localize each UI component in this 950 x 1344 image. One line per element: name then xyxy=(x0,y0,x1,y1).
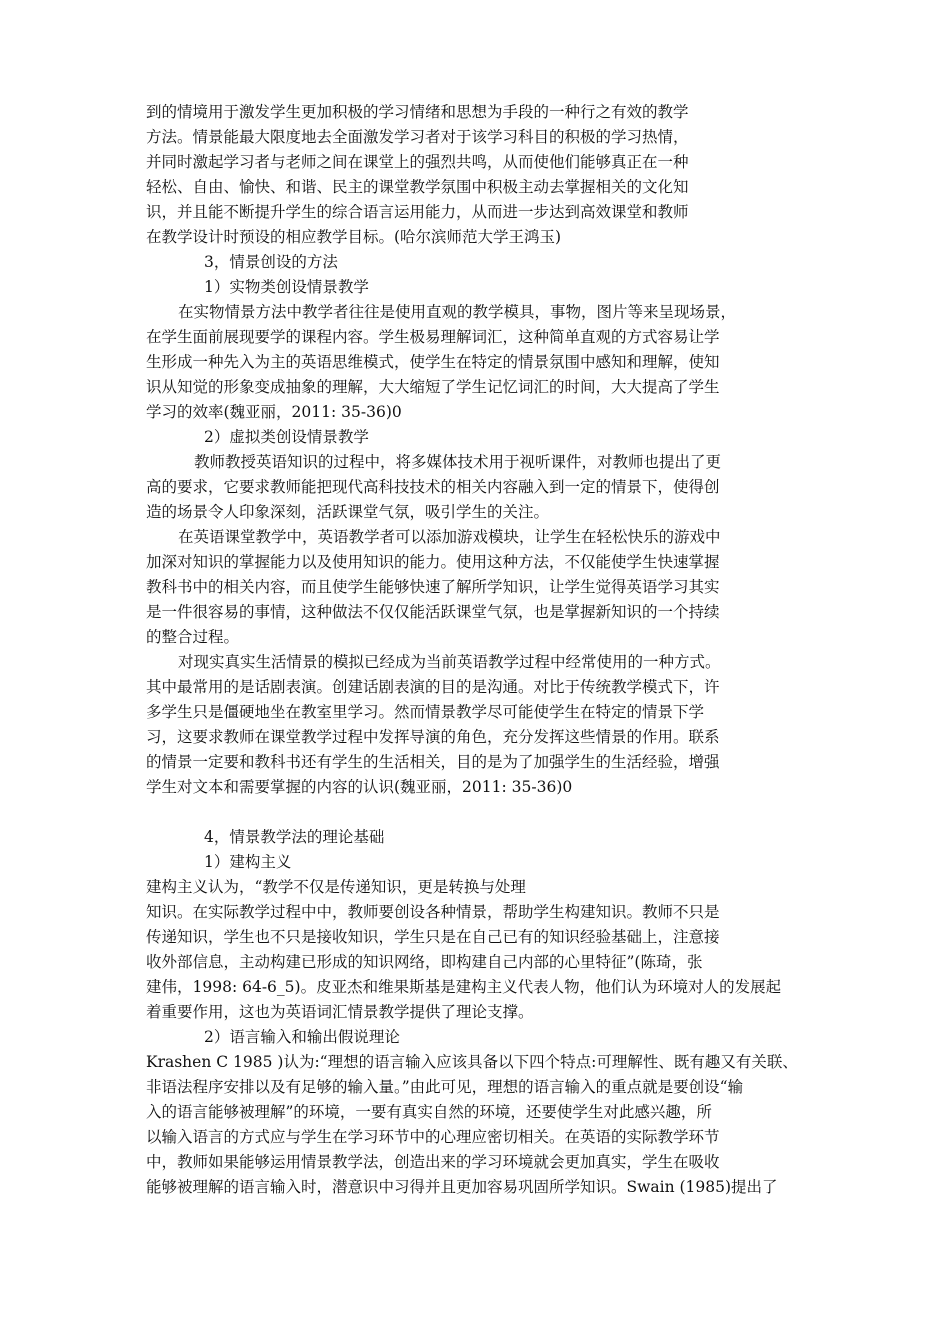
text-line: 其中最常用的是话剧表演。创建话剧表演的目的是沟通。对比于传统教学模式下，许 xyxy=(146,678,720,696)
text-line: 的整合过程。 xyxy=(146,628,240,646)
text-line: 在英语课堂教学中，英语教学者可以添加游戏模块，让学生在轻松快乐的游戏中 xyxy=(178,528,721,546)
text-line: 入的语言能够被理解”的环境，一要有真实自然的环境，还要使学生对此感兴趣，所 xyxy=(146,1103,712,1121)
text-line: 识从知觉的形象变成抽象的理解，大大缩短了学生记忆词汇的时间，大大提高了学生 xyxy=(146,378,720,396)
text-line: 造的场景令人印象深刻，活跃课堂气氛，吸引学生的关注。 xyxy=(146,503,550,521)
text-line: 在教学设计时预设的相应教学目标。(哈尔滨师范大学王鸿玉) xyxy=(146,228,562,246)
text-line: 在学生面前展现要学的课程内容。学生极易理解词汇，这种简单直观的方式容易让学 xyxy=(146,328,720,346)
text-line: 学习的效率(魏亚丽，2011: 35-36)0 xyxy=(146,403,402,421)
section-heading: 4，情景教学法的理论基础 xyxy=(204,828,385,846)
text-line: 加深对知识的掌握能力以及使用知识的能力。使用这种方法，不仅能使学生快速掌握 xyxy=(146,553,720,571)
text-line: 的情景一定要和教科书还有学生的生活相关，目的是为了加强学生的生活经验，增强 xyxy=(146,753,720,771)
subsection-heading: 1）实物类创设情景教学 xyxy=(204,278,369,296)
text-line: 对现实真实生活情景的模拟已经成为当前英语教学过程中经常使用的一种方式。 xyxy=(178,653,721,671)
text-line: 生形成一种先入为主的英语思维模式，使学生在特定的情景氛围中感知和理解，使知 xyxy=(146,353,720,371)
subsection-heading: 2）语言输入和输出假说理论 xyxy=(204,1028,400,1046)
text-line: 建伟，1998: 64-6_5)。皮亚杰和维果斯基是建构主义代表人物，他们认为环境对人的发展起 xyxy=(146,978,782,996)
text-line: Krashen C 1985 )认为:“理想的语言输入应该具备以下四个特点:可理解性、既有趣又有关联、 xyxy=(146,1053,798,1071)
text-line: 习，这要求教师在课堂教学过程中发挥导演的角色，充分发挥这些情景的作用。联系 xyxy=(146,728,720,746)
text-line: 高的要求，它要求教师能把现代高科技技术的相关内容融入到一定的情景下，使得创 xyxy=(146,478,720,496)
text-line: 学生对文本和需要掌握的内容的认识(魏亚丽，2011: 35-36)0 xyxy=(146,778,573,796)
text-line: 到的情境用于激发学生更加积极的学习情绪和思想为手段的一种行之有效的教学 xyxy=(146,103,689,121)
text-line: 多学生只是僵硬地坐在教室里学习。然而情景教学尽可能使学生在特定的情景下学 xyxy=(146,703,705,721)
text-line: 识，并且能不断提升学生的综合语言运用能力，从而进一步达到高效课堂和教师 xyxy=(146,203,689,221)
text-line: 建构主义认为，“教学不仅是传递知识，更是转换与处理 xyxy=(146,878,526,896)
text-line: 知识。在实际教学过程中中，教师要创设各种情景，帮助学生构建知识。教师不只是 xyxy=(146,903,720,921)
text-line: 教师教授英语知识的过程中，将多媒体技术用于视听课件，对教师也提出了更 xyxy=(194,453,722,471)
subsection-heading: 2）虚拟类创设情景教学 xyxy=(204,428,369,446)
text-line: 教科书中的相关内容，而且使学生能够快速了解所学知识，让学生觉得英语学习其实 xyxy=(146,578,720,596)
text-line: 是一件很容易的事情，这种做法不仅仅能活跃课堂气氛，也是掌握新知识的一个持续 xyxy=(146,603,720,621)
text-line: 能够被理解的语言输入时，潜意识中习得并且更加容易巩固所学知识。Swain (1985)提出了 xyxy=(146,1178,778,1196)
subsection-heading: 1）建构主义 xyxy=(204,853,292,871)
text-line: 中，教师如果能够运用情景教学法，创造出来的学习环境就会更加真实，学生在吸收 xyxy=(146,1153,720,1171)
text-line: 轻松、自由、愉快、和谐、民主的课堂教学氛围中积极主动去掌握相关的文化知 xyxy=(146,178,689,196)
text-line: 非语法程序安排以及有足够的输入量。”由此可见，理想的语言输入的重点就是要创设“输 xyxy=(146,1078,744,1096)
text-line: 并同时激起学习者与老师之间在课堂上的强烈共鸣，从而使他们能够真正在一种 xyxy=(146,153,689,171)
text-line: 着重要作用，这也为英语词汇情景教学提供了理论支撑。 xyxy=(146,1003,534,1021)
text-line: 收外部信息，主动构建已形成的知识网络，即构建自己内部的心里特征”(陈琦，张 xyxy=(146,953,703,971)
text-line: 传递知识，学生也不只是接收知识，学生只是在自己已有的知识经验基础上，注意接 xyxy=(146,928,720,946)
text-line: 以输入语言的方式应与学生在学习环节中的心理应密切相关。在英语的实际教学环节 xyxy=(146,1128,720,1146)
text-line: 方法。情景能最大限度地去全面激发学习者对于该学习科目的积极的学习热情， xyxy=(146,128,689,146)
text-line: 在实物情景方法中教学者往往是使用直观的教学模具，事物，图片等来呈现场景， xyxy=(178,303,737,321)
section-heading: 3，情景创设的方法 xyxy=(204,253,338,271)
